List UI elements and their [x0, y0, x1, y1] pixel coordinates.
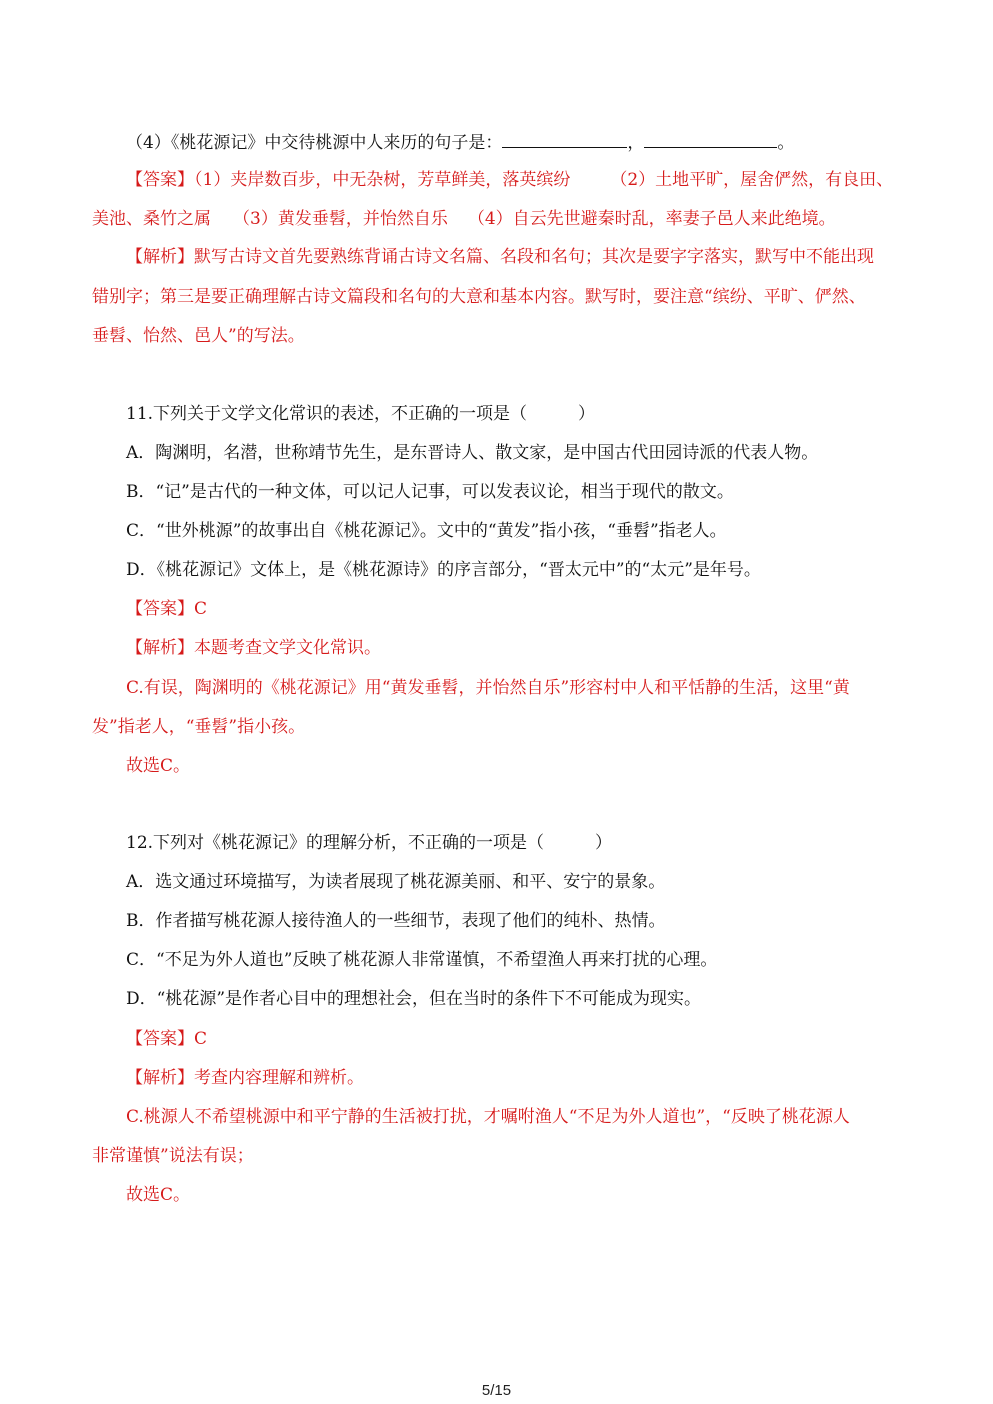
- q11-option-b: B．“记”是古代的一种文体，可以记人记事，可以发表议论，相当于现代的散文。: [126, 482, 734, 502]
- q12-option-c: C．“不足为外人道也”反映了桃花源人非常谨慎，不希望渔人再来打扰的心理。: [126, 950, 718, 970]
- q12-conclusion: 故选C。: [126, 1185, 191, 1205]
- period: 。: [777, 133, 795, 153]
- q10-answer-line-1: 【答案】（1）夹岸数百步，中无杂树，芳草鲜美，落英缤纷 （2）土地平旷，屋舍俨然，有良田、: [126, 170, 894, 190]
- q12-option-a: A．选文通过环境描写，为读者展现了桃花源美丽、和平、安宁的景象。: [126, 872, 666, 892]
- question-11-stem: 11.下列关于文学文化常识的表述，不正确的一项是（ ）: [126, 404, 596, 424]
- q11-analysis-line-2: C.有误，陶渊明的《桃花源记》用“黄发垂髫，并怡然自乐”形容村中人和平恬静的生活，这里“黄: [126, 678, 850, 698]
- q11-conclusion: 故选C。: [126, 756, 191, 776]
- comma: ，: [627, 133, 645, 153]
- q12-analysis-line-2: C.桃源人不希望桃源中和平宁静的生活被打扰，才嘱咐渔人“不足为外人道也”，“反映了桃花源人: [126, 1107, 850, 1127]
- q12-option-b: B．作者描写桃花源人接待渔人的一些细节，表现了他们的纯朴、热情。: [126, 911, 666, 931]
- q11-analysis-line-1: 【解析】本题考查文学文化常识。: [126, 638, 381, 658]
- page-number: 5/15: [481, 1382, 512, 1399]
- fill-blank-2: [644, 133, 777, 148]
- fill-blank-1: [502, 133, 627, 148]
- q12-analysis-line-3: 非常谨慎”说法有误；: [92, 1146, 254, 1166]
- q12-option-d: D．“桃花源”是作者心目中的理想社会，但在当时的条件下不可能成为现实。: [126, 989, 702, 1009]
- question-12-stem: 12.下列对《桃花源记》的理解分析，不正确的一项是（ ）: [126, 833, 613, 853]
- q10-answer-line-2: 美池、桑竹之属 （3）黄发垂髫，并怡然自乐 （4）自云先世避秦时乱，率妻子邑人来此绝境。: [92, 209, 836, 229]
- q11-option-d: D．《桃花源记》文体上，是《桃花源诗》的序言部分，“晋太元中”的“太元”是年号。: [126, 560, 761, 580]
- part-4-prefix: （4）《桃花源记》中交待桃源中人来历的句子是：: [126, 133, 503, 153]
- q11-answer: 【答案】C: [126, 599, 208, 619]
- q10-analysis-line-1: 【解析】默写古诗文首先要熟练背诵古诗文名篇、名段和名句；其次是要字字落实，默写中不能出现: [126, 247, 874, 267]
- q10-analysis-line-3: 垂髫、怡然、邑人”的写法。: [92, 326, 305, 346]
- q12-answer: 【答案】C: [126, 1029, 208, 1049]
- q10-analysis-line-2: 错别字；第三是要正确理解古诗文篇段和名句的大意和基本内容。默写时，要注意“缤纷、平旷、俨然、: [92, 287, 866, 307]
- q11-analysis-line-3: 发”指老人，“垂髫”指小孩。: [92, 717, 306, 737]
- q11-option-a: A．陶渊明，名潜，世称靖节先生，是东晋诗人、散文家，是中国古代田园诗派的代表人物。: [126, 443, 819, 463]
- q11-option-c: C．“世外桃源”的故事出自《桃花源记》。文中的“黄发”指小孩，“垂髫”指老人。: [126, 521, 727, 541]
- q12-analysis-line-1: 【解析】考查内容理解和辨析。: [126, 1068, 364, 1088]
- question-10-part-4: [126, 131, 794, 155]
